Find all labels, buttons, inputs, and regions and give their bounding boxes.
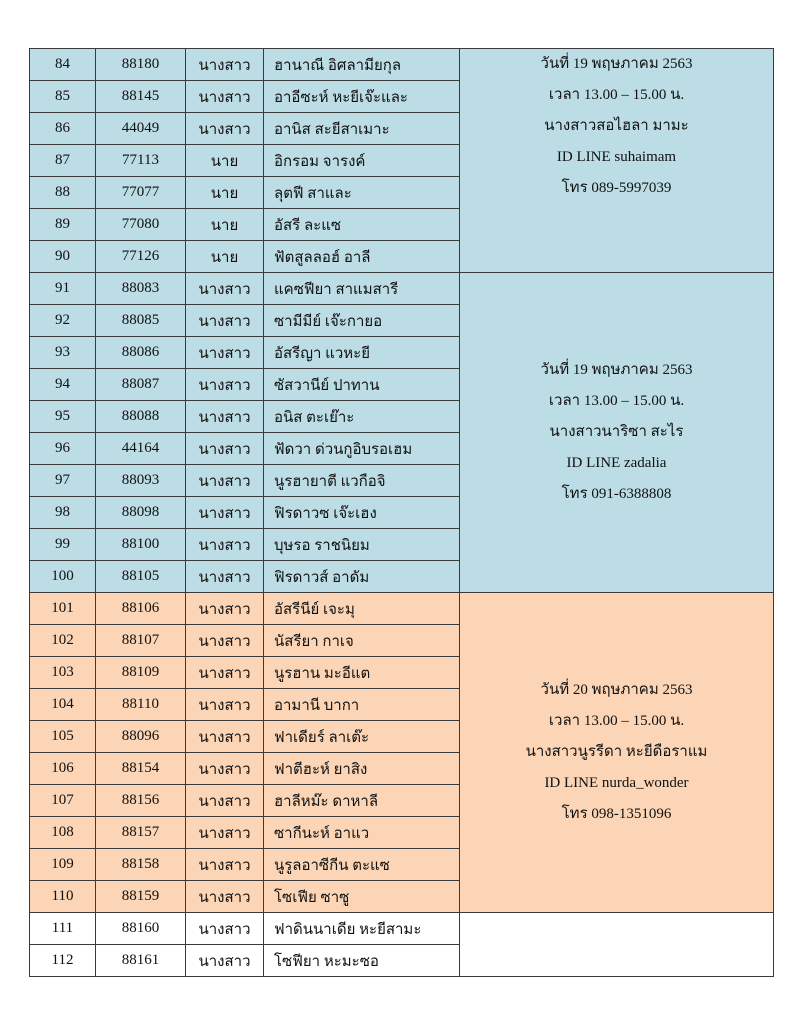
student-name-cell: นูรฮายาตี แวกือจิ <box>264 465 460 497</box>
student-id-cell: 88107 <box>96 625 186 657</box>
student-name-cell: อามานี บากา <box>264 689 460 721</box>
contact-info-line: เวลา 13.00 – 15.00 น. <box>548 713 685 729</box>
title-prefix-cell: นางสาว <box>186 945 264 977</box>
row-number-cell: 90 <box>30 241 96 273</box>
student-id-cell: 88154 <box>96 753 186 785</box>
title-prefix-cell: นาย <box>186 177 264 209</box>
title-prefix-cell: นางสาว <box>186 337 264 369</box>
table-row <box>30 273 774 305</box>
row-number-cell: 85 <box>30 81 96 113</box>
contact-info-line: นางสาวสอไฮลา มามะ <box>544 118 689 134</box>
student-id-cell: 77113 <box>96 145 186 177</box>
title-prefix-cell: นางสาว <box>186 529 264 561</box>
student-id-cell: 88088 <box>96 401 186 433</box>
contact-info-line: วันที่ 20 พฤษภาคม 2563 <box>540 682 693 698</box>
student-name-cell: ซัสวานีย์ ปาทาน <box>264 369 460 401</box>
student-id-cell: 44164 <box>96 433 186 465</box>
title-prefix-cell: นางสาว <box>186 305 264 337</box>
row-number-cell: 88 <box>30 177 96 209</box>
row-number-cell: 103 <box>30 657 96 689</box>
student-name-cell: อัสรีนีย์ เจะมุ <box>264 593 460 625</box>
student-name-cell: ฟิรดาวส์ อาดัม <box>264 561 460 593</box>
student-id-cell: 77126 <box>96 241 186 273</box>
title-prefix-cell: นางสาว <box>186 881 264 913</box>
student-name-cell: โซฟียา หะมะซอ <box>264 945 460 977</box>
row-number-cell: 108 <box>30 817 96 849</box>
student-id-cell: 88098 <box>96 497 186 529</box>
student-id-cell: 88156 <box>96 785 186 817</box>
student-name-cell: ซามีมีย์ เจ๊ะกายอ <box>264 305 460 337</box>
title-prefix-cell: นางสาว <box>186 465 264 497</box>
title-prefix-cell: นางสาว <box>186 913 264 945</box>
row-number-cell: 110 <box>30 881 96 913</box>
student-id-cell: 88106 <box>96 593 186 625</box>
student-name-cell: ฟัดวา ด่วนกูอิบรอเฮม <box>264 433 460 465</box>
contact-info-cell <box>460 593 774 913</box>
row-number-cell: 107 <box>30 785 96 817</box>
row-number-cell: 98 <box>30 497 96 529</box>
row-number-cell: 91 <box>30 273 96 305</box>
row-number-cell: 104 <box>30 689 96 721</box>
student-id-cell: 88110 <box>96 689 186 721</box>
student-name-cell: อัสรี ละแซ <box>264 209 460 241</box>
contact-info-cell <box>460 913 774 977</box>
contact-info-cell <box>460 273 774 593</box>
student-name-cell: แคซฟียา สาแมสารี <box>264 273 460 305</box>
contact-info-line: ID LINE nurda_wonder <box>544 775 689 791</box>
title-prefix-cell: นางสาว <box>186 753 264 785</box>
title-prefix-cell: นางสาว <box>186 817 264 849</box>
contact-info-line: โทร 091-6388808 <box>561 486 672 502</box>
title-prefix-cell: นางสาว <box>186 785 264 817</box>
student-id-cell: 88085 <box>96 305 186 337</box>
row-number-cell: 105 <box>30 721 96 753</box>
row-number-cell: 100 <box>30 561 96 593</box>
title-prefix-cell: นางสาว <box>186 273 264 305</box>
row-number-cell: 94 <box>30 369 96 401</box>
student-name-cell: อนิส ตะเย๊าะ <box>264 401 460 433</box>
row-number-cell: 99 <box>30 529 96 561</box>
roster-table <box>29 48 774 977</box>
contact-info-line: วันที่ 19 พฤษภาคม 2563 <box>540 56 693 72</box>
table-row <box>30 593 774 625</box>
contact-info-line: โทร 089-5997039 <box>561 180 672 196</box>
title-prefix-cell: นาย <box>186 209 264 241</box>
title-prefix-cell: นางสาว <box>186 689 264 721</box>
title-prefix-cell: นางสาว <box>186 593 264 625</box>
student-name-cell: นัสรียา กาเจ <box>264 625 460 657</box>
student-name-cell: ฟาเดียร์ ลาเต๊ะ <box>264 721 460 753</box>
title-prefix-cell: นางสาว <box>186 849 264 881</box>
roster-sheet <box>29 48 773 977</box>
student-id-cell: 88087 <box>96 369 186 401</box>
student-name-cell: อาอีซะห์ หะยีเจ๊ะและ <box>264 81 460 113</box>
student-id-cell: 88160 <box>96 913 186 945</box>
student-id-cell: 88161 <box>96 945 186 977</box>
row-number-cell: 93 <box>30 337 96 369</box>
student-name-cell: ฟิรดาวซ เจ๊ะเฮง <box>264 497 460 529</box>
student-name-cell: นูรูลอาซีกีน ตะแซ <box>264 849 460 881</box>
student-id-cell: 44049 <box>96 113 186 145</box>
student-id-cell: 77080 <box>96 209 186 241</box>
student-name-cell: ฮาลีหม๊ะ ดาหาลี <box>264 785 460 817</box>
student-name-cell: ลุตฟี สาและ <box>264 177 460 209</box>
student-name-cell: บุษรอ ราชนิยม <box>264 529 460 561</box>
title-prefix-cell: นางสาว <box>186 561 264 593</box>
title-prefix-cell: นางสาว <box>186 369 264 401</box>
student-id-cell: 88086 <box>96 337 186 369</box>
student-id-cell: 77077 <box>96 177 186 209</box>
title-prefix-cell: นาย <box>186 241 264 273</box>
student-name-cell: ฮานาณี อิศลามียกุล <box>264 49 460 81</box>
row-number-cell: 101 <box>30 593 96 625</box>
student-name-cell: ซากีนะห์ อาแว <box>264 817 460 849</box>
student-name-cell: อัสรีญา แวหะยี <box>264 337 460 369</box>
title-prefix-cell: นางสาว <box>186 721 264 753</box>
title-prefix-cell: นางสาว <box>186 49 264 81</box>
student-name-cell: อิกรอม จารงค์ <box>264 145 460 177</box>
title-prefix-cell: นางสาว <box>186 497 264 529</box>
row-number-cell: 86 <box>30 113 96 145</box>
title-prefix-cell: นางสาว <box>186 81 264 113</box>
contact-info-line: โทร 098-1351096 <box>561 806 672 822</box>
title-prefix-cell: นางสาว <box>186 657 264 689</box>
student-id-cell: 88158 <box>96 849 186 881</box>
student-name-cell: อานิส สะยีสาเมาะ <box>264 113 460 145</box>
row-number-cell: 95 <box>30 401 96 433</box>
row-number-cell: 111 <box>30 913 96 945</box>
row-number-cell: 102 <box>30 625 96 657</box>
title-prefix-cell: นางสาว <box>186 401 264 433</box>
row-number-cell: 92 <box>30 305 96 337</box>
student-id-cell: 88093 <box>96 465 186 497</box>
student-id-cell: 88180 <box>96 49 186 81</box>
contact-info-line: ID LINE zadalia <box>566 455 667 471</box>
contact-info-cell <box>460 49 774 273</box>
student-id-cell: 88096 <box>96 721 186 753</box>
title-prefix-cell: นางสาว <box>186 625 264 657</box>
contact-info-line: เวลา 13.00 – 15.00 น. <box>548 87 685 103</box>
table-row <box>30 49 774 81</box>
row-number-cell: 109 <box>30 849 96 881</box>
student-name-cell: โซเฟีย ซาซู <box>264 881 460 913</box>
title-prefix-cell: นางสาว <box>186 433 264 465</box>
student-id-cell: 88145 <box>96 81 186 113</box>
student-name-cell: นูรฮาน มะอีแต <box>264 657 460 689</box>
student-id-cell: 88157 <box>96 817 186 849</box>
row-number-cell: 84 <box>30 49 96 81</box>
student-name-cell: ฟาตีฮะห์ ยาสิง <box>264 753 460 785</box>
table-row <box>30 913 774 945</box>
title-prefix-cell: นางสาว <box>186 113 264 145</box>
row-number-cell: 97 <box>30 465 96 497</box>
row-number-cell: 89 <box>30 209 96 241</box>
contact-info-line: วันที่ 19 พฤษภาคม 2563 <box>540 362 693 378</box>
student-name-cell: ฟาดินนาเดีย หะยีสามะ <box>264 913 460 945</box>
student-id-cell: 88105 <box>96 561 186 593</box>
contact-info-line: นางสาวนูรรีดา หะยีดือราแม <box>525 744 708 760</box>
contact-info-line: นางสาวนาริซา สะไร <box>549 424 684 440</box>
student-id-cell: 88100 <box>96 529 186 561</box>
row-number-cell: 112 <box>30 945 96 977</box>
student-id-cell: 88083 <box>96 273 186 305</box>
student-id-cell: 88159 <box>96 881 186 913</box>
row-number-cell: 106 <box>30 753 96 785</box>
student-id-cell: 88109 <box>96 657 186 689</box>
contact-info-line: เวลา 13.00 – 15.00 น. <box>548 393 685 409</box>
student-name-cell: ฟัตสูลลอฮ์ อาลี <box>264 241 460 273</box>
title-prefix-cell: นาย <box>186 145 264 177</box>
row-number-cell: 96 <box>30 433 96 465</box>
row-number-cell: 87 <box>30 145 96 177</box>
contact-info-line: ID LINE suhaimam <box>556 149 677 165</box>
roster-body <box>30 49 774 977</box>
